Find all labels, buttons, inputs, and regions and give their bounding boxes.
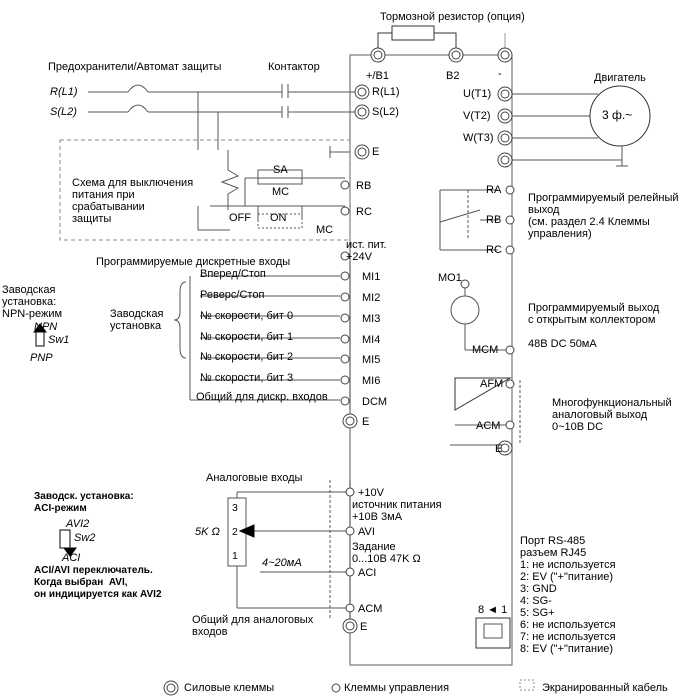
- protect-rb-label: RB: [356, 180, 372, 192]
- rj45-pin-marker: 8 ◄ 1: [478, 604, 508, 616]
- analog-output-description: Многофункциональный аналоговый выход 0~10B DC: [552, 397, 672, 433]
- motor-title: Двигатель: [594, 72, 646, 84]
- mi4-terminal: MI4: [362, 334, 381, 346]
- power-terminal-minus: [498, 48, 512, 62]
- analog-inputs-title: Аналоговые входы: [206, 472, 303, 484]
- mi2-function: Реверс/Стоп: [200, 289, 265, 301]
- avi2-label: AVI2: [66, 518, 90, 530]
- pot-pin-2: 2: [232, 526, 238, 538]
- mi1-terminal: MI1: [362, 271, 381, 283]
- dcm-label: DCM: [362, 396, 388, 408]
- control-terminal-10v: [346, 488, 354, 496]
- open-collector-symbol: [451, 296, 479, 324]
- sw1-label: Sw1: [48, 334, 70, 346]
- mi6-terminal: MI6: [362, 375, 381, 387]
- pnp-label: PNP: [30, 352, 53, 364]
- mi2-terminal: MI2: [362, 292, 381, 304]
- rs485-pin-1: 1: не используется: [520, 559, 616, 571]
- b2-label: B2: [446, 70, 460, 82]
- contactor-label: Контактор: [268, 61, 320, 73]
- u-label: U(T1): [463, 88, 492, 100]
- mcm-label: MCM: [472, 344, 499, 356]
- control-terminal-mi5: [341, 355, 349, 363]
- setpoint-label: Задание 0...10B 47K Ω: [352, 541, 421, 565]
- mi1-function: Вперед/Стоп: [200, 268, 266, 280]
- control-terminal-mi4: [341, 335, 349, 343]
- legend-power-symbol: [164, 681, 178, 695]
- power-terminal-u: [498, 87, 512, 101]
- rs485-pin-8: 8: EV ("+"питание): [520, 643, 613, 655]
- rj45-connector: [476, 618, 510, 648]
- protect-rc-label: RC: [356, 206, 372, 218]
- mi5-function: № скорости, бит 2: [200, 351, 294, 363]
- current-range-label: 4~20мА: [262, 557, 302, 569]
- s-terminal-label: S(L2): [372, 106, 399, 118]
- input-r-label: R(L1): [50, 86, 78, 98]
- pot-pin-3: 3: [232, 502, 238, 514]
- rs485-pin-4: 4: SG-: [520, 595, 552, 607]
- mi4-function: № скорости, бит 1: [200, 331, 294, 343]
- sw2-label: Sw2: [74, 532, 96, 544]
- fuses-label: Предохранители/Автомат защиты: [48, 61, 222, 73]
- power-terminal-e-motor: [498, 153, 512, 167]
- control-terminal-dcm: [341, 397, 349, 405]
- rs485-pin-7: 7: не используется: [520, 631, 616, 643]
- pot-resistance-label: 5K Ω: [195, 526, 220, 538]
- acm-e-label: E: [360, 621, 368, 633]
- digital-inputs-title: Программируемые дискретные входы: [96, 256, 291, 268]
- relay-rc-label: RC: [486, 244, 502, 256]
- avi-label: AVI: [358, 526, 375, 538]
- analog-supply-label: источник питания +10B 3мА: [352, 499, 442, 523]
- power-terminal-b2: [449, 48, 463, 62]
- r-terminal-label: R(L1): [372, 86, 400, 98]
- sw2-switch: [60, 530, 70, 548]
- sa-label: SA: [273, 164, 288, 176]
- legend-power-label: Силовые клеммы: [184, 682, 275, 694]
- factory-npn-label: Заводская установка: NPN-режим: [2, 284, 63, 320]
- control-terminal-rc-protect: [341, 207, 349, 215]
- supply-24v-label: ист. пит. +24V: [346, 239, 387, 263]
- acm-out-label: ACM: [476, 420, 501, 432]
- afm-label: AFM: [480, 378, 504, 390]
- acm-in-label: ACM: [358, 603, 383, 615]
- power-terminal-v: [498, 109, 512, 123]
- mi5-terminal: MI5: [362, 354, 381, 366]
- switch-description: ACI/AVI переключатель. Когда выбран AVI, он индицируется как AVI2: [34, 565, 162, 600]
- rs485-pin-6: 6: не используется: [520, 619, 616, 631]
- legend-control-symbol: [332, 684, 340, 692]
- dcm-e-label: E: [362, 416, 370, 428]
- legend-control-label: Клеммы управления: [344, 682, 450, 694]
- motor-label: 3 ф.~: [602, 108, 633, 122]
- aci-label: ACI: [358, 567, 377, 579]
- analog-output-e-label: E: [495, 443, 503, 455]
- control-terminal-mi2: [341, 293, 349, 301]
- rs485-pin-2: 2: EV ("+"питание): [520, 571, 613, 583]
- rs485-pin-3: 3: GND: [520, 583, 557, 595]
- protection-text: Схема для выключения питания при срабатывании защиты: [72, 177, 194, 225]
- control-terminal-avi: [346, 527, 354, 535]
- control-terminal-afm: [506, 380, 514, 388]
- digital-common-label: Общий для дискр. входов: [196, 391, 328, 403]
- mo1-label: MO1: [438, 272, 462, 284]
- v-label: V(T2): [463, 110, 491, 122]
- control-terminal-mi6: [341, 376, 349, 384]
- mi3-function: № скорости, бит 0: [200, 310, 294, 322]
- mi6-function: № скорости, бит 3: [200, 372, 294, 384]
- w-label: W(T3): [463, 132, 494, 144]
- power-terminal-e-acm: [343, 619, 357, 633]
- brake-resistor-label: Тормозной резистор (опция): [380, 11, 525, 23]
- control-terminal-mi3: [341, 314, 349, 322]
- pot-pin-1: 1: [232, 550, 238, 562]
- control-terminal-acm-in: [346, 604, 354, 612]
- relay-rb-label: RB: [486, 214, 502, 226]
- mc-label-1: MC: [272, 186, 290, 198]
- aci-switch-label: ACI: [62, 552, 81, 564]
- b1-label: +/B1: [366, 70, 389, 82]
- rs485-title: Порт RS-485 разъем RJ45: [520, 535, 587, 559]
- plus10v-label: +10V: [358, 487, 384, 499]
- legend-shielded-symbol: [520, 680, 534, 690]
- analog-factory-label: Заводск. установка: ACI-режим: [34, 491, 134, 514]
- on-label: ON: [270, 212, 287, 224]
- control-terminal-rb: [506, 216, 514, 224]
- control-terminal-rb-protect: [341, 181, 349, 189]
- npn-label: NPN: [34, 321, 58, 333]
- control-terminal-ra: [506, 186, 514, 194]
- control-terminal-acm-out: [506, 421, 514, 429]
- power-terminal-s: [355, 105, 369, 119]
- relay-description: Программируемый релейный выход (см. раздел 2.4 Клеммы управления): [528, 192, 679, 240]
- sw1-switch: [36, 332, 44, 346]
- mc-label-2: MC: [316, 224, 334, 236]
- rs485-pin-5: 5: SG+: [520, 607, 555, 619]
- e-top-label: E: [372, 146, 380, 158]
- control-terminal-aci: [346, 568, 354, 576]
- digital-factory-label: Заводская установка: [110, 308, 164, 332]
- power-terminal-e-top: [355, 145, 369, 159]
- mi3-terminal: MI3: [362, 313, 381, 325]
- control-terminal-rc: [506, 246, 514, 254]
- power-terminal-r: [355, 85, 369, 99]
- power-terminal-b1: [371, 48, 385, 62]
- analog-common-label: Общий для аналоговых входов: [192, 614, 314, 638]
- minus-label: -: [498, 68, 502, 80]
- control-terminal-mi1: [341, 272, 349, 280]
- power-terminal-e-dcm: [343, 414, 357, 428]
- relay-ra-label: RA: [486, 184, 502, 196]
- open-collector-description: Программируемый выход с открытым коллектором: [528, 302, 660, 326]
- brake-resistor: [392, 26, 434, 40]
- control-terminal-mcm: [506, 346, 514, 354]
- open-collector-rating: 48B DC 50мА: [528, 338, 597, 350]
- power-terminal-w: [498, 131, 512, 145]
- control-terminal-mo1: [461, 280, 469, 288]
- legend-shielded-label: Экранированный кабель: [542, 682, 668, 694]
- off-label: OFF: [229, 212, 251, 224]
- input-s-label: S(L2): [50, 106, 77, 118]
